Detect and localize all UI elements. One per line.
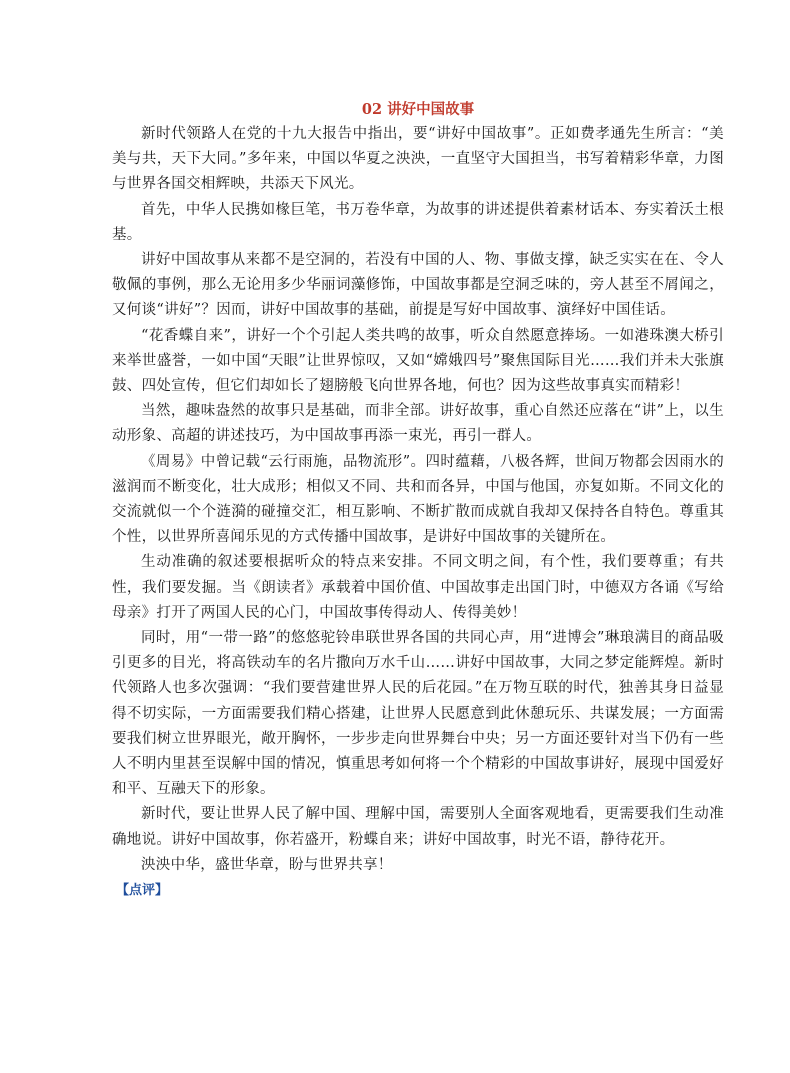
- paragraph-9: 新时代，要让世界人民了解中国、理解中国，需要别人全面客观地看，更需要我们生动准确地说。讲好中国故事，你若盛开，粉蝶自来；讲好中国故事，时光不语，静待花开。: [112, 806, 724, 848]
- paragraph-10: 泱泱中华，盛世华章，盼与世界共享！: [141, 856, 393, 873]
- paragraph-6: 《周易》中曾记载“云行雨施，品物流形”。四时蕴藉，八极各辉，世间万物都会因雨水的滋润而不断变化，壮大成形；相似又不同、共和而各异，中国与他国，亦复如斯。不同文化的交流就似一个个涟漪的碰撞交汇，相互影响、不断扩散而成就自我却又保持各自特色。尊重其个性，以世界所喜闻乐见的方式传播中国故事，是讲好中国故事的关键所在。: [112, 453, 724, 546]
- paragraph-4: “花香蝶自来”，讲好一个个引起人类共鸣的故事，听众自然愿意捧场。一如港珠澳大桥引来举世盛誉，一如中国“天眼”让世界惊叹，又如“嫦娥四号”聚焦国际目光……我们并未大张旗鼓、四处宣传，但它们却如长了翅膀般飞向世界各地，何也？因为这些故事真实而精彩！: [112, 327, 724, 395]
- review-label: 【点评】: [116, 883, 169, 899]
- article: [112, 98, 724, 902]
- paragraph-7: 生动准确的叙述要根据听众的特点来安排。不同文明之间，有个性，我们要尊重；有共性，我们要发掘。当《朗读者》承载着中国价值、中国故事走出国门时，中德双方各诵《写给母亲》打开了两国人民的心门，中国故事传得动人、传得美妙！: [112, 554, 724, 621]
- paragraph-2: 首先，中华人民携如椽巨笔，书万卷华章，为故事的讲述提供着素材话本、夯实着沃土根基。: [112, 201, 724, 243]
- paragraph-3: 讲好中国故事从来都不是空洞的，若没有中国的人、物、事做支撑，缺乏实实在在、令人敬佩的事例，那么无论用多少华丽词藻修饰，中国故事都是空洞乏味的，旁人甚至不屑闻之，又何谈“讲好”？因而，讲好中国故事的基础，前提是写好中国故事、演绎好中国佳话。: [112, 252, 724, 319]
- paragraph-8: 同时，用“一带一路”的悠悠驼铃串联世界各国的共同心声，用“进博会”琳琅满目的商品吸引更多的目光，将高铁动车的名片撒向万水千山……讲好中国故事，大同之梦定能辉煌。新时代领路人也多次强调：“我们要营建世界人民的后花园。”在万物互联的时代，独善其身日益显得不切实际，一方面需要我们精心搭建，让世界人民愿意到此休憩玩乐、共谋发展；一方面需要我们树立世界眼光，敞开胸怀，一步步走向世界舞台中央；另一方面还要针对当下仍有一些人不明内里甚至误解中国的情况，慎重思考如何将一个个精彩的中国故事讲好，展现中国爱好和平、互融天下的形象。: [112, 630, 724, 798]
- paragraph-1: 新时代领路人在党的十九大报告中指出，要“讲好中国故事”。正如费孝通先生所言：“美美与共，天下大同。”多年来，中国以华夏之泱泱，一直坚守大国担当，书写着精彩华章，力图与世界各国交相辉映，共添天下风光。: [112, 126, 724, 193]
- article-title: 02 讲好中国故事: [361, 101, 475, 118]
- paragraph-5: 当然，趣味盎然的故事只是基础，而非全部。讲好故事，重心自然还应落在“讲”上，以生动形象、高超的讲述技巧，为中国故事再添一束光，再引一群人。: [112, 403, 724, 445]
